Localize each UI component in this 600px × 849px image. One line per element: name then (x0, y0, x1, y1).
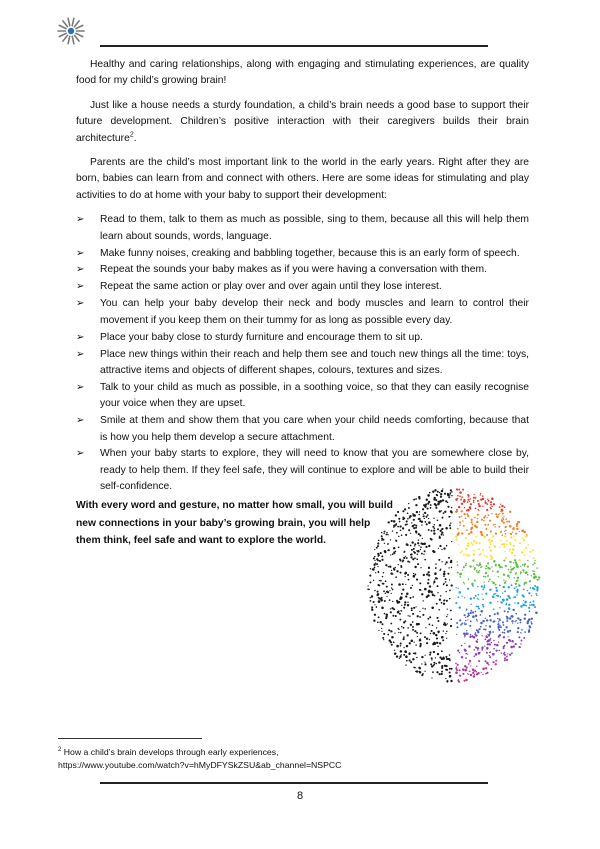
arrow-bullet-icon: ➢ (76, 331, 85, 343)
arrow-bullet-icon: ➢ (76, 448, 85, 460)
arrow-bullet-icon: ➢ (76, 381, 85, 393)
arrow-bullet-icon: ➢ (76, 298, 85, 310)
list-item: ➢ Repeat the same action or play over and over again until they lose interest. (76, 279, 529, 295)
footnote (58, 744, 341, 772)
list-item: ➢ Place your baby close to sturdy furniture and encourage them to sit up. (76, 330, 529, 346)
parents-paragraph: Parents are the child’s most important link to the world in the early years. Right after they are born, babies can learn from and connect with others. Here are some ideas for stimulating and play activities to do at home with your baby to support their development: (76, 157, 529, 201)
footnote-divider (58, 738, 202, 739)
arrow-bullet-icon: ➢ (76, 348, 85, 360)
page-number: 8 (296, 790, 304, 802)
footnote-text: How a child’s brain develops through early experiences, (63, 746, 279, 757)
activity-ideas-list (76, 212, 529, 495)
footnote-reference[interactable]: 2 (129, 131, 134, 139)
arrow-bullet-icon: ➢ (76, 214, 85, 226)
arrow-bullet-icon: ➢ (76, 415, 85, 427)
list-item: ➢ Smile at them and show them that you care when your child needs comforting, because that is how you help them develop a secure attachment. (76, 415, 529, 443)
list-item: ➢ Repeat the sounds your baby makes as if you were having a conversation with them. (76, 262, 529, 278)
list-item: ➢ Place new things within their reach and help them see and touch new things all the time: toys, attractive items and objects of different shapes, colours, textures and sizes. (76, 348, 529, 376)
list-item: ➢ Make funny noises, creaking and babbling together, because this is an early form of speech. (76, 246, 529, 262)
main-text (76, 57, 529, 496)
arrow-bullet-icon: ➢ (76, 281, 85, 293)
intro-paragraph: Healthy and caring relationships, along with engaging and stimulating experiences, are quality food for my child’s growing brain! (76, 59, 529, 87)
list-item: ➢ When your baby starts to explore, they will need to know that you are somewhere close by, ready to help them. If they feel safe, they will continue to explore and will be able to build their self-confidence. (76, 448, 529, 493)
organization-logo (56, 16, 86, 46)
header-divider (100, 45, 488, 47)
arrow-bullet-icon: ➢ (76, 264, 85, 276)
list-item: ➢ You can help your baby develop their neck and body muscles and learn to control their movement if you keep them on their tummy for as long as possible every day. (76, 298, 529, 326)
list-item: ➢ Read to them, talk to them as much as possible, sing to them, because all this will help them learn about sounds, words, language. (76, 214, 529, 242)
footnote-link[interactable]: https://www.youtube.com/watch?v=hMyDFYSkZSU&ab_channel=NSPCC (58, 759, 342, 770)
foundation-paragraph: Just like a house needs a sturdy foundation, a child’s brain needs a good base to support their future development. Children’s positive interaction with their caregivers builds their brain architecture$^2$. (76, 99, 529, 144)
closing-statement: With every word and gesture, no matter how small, you will build new connections in your baby’s growing brain, you will help them think, feel safe and want to explore the world. (76, 500, 393, 546)
footnote-number: 2 (58, 747, 62, 753)
list-item: ➢ Talk to your child as much as possible, in a soothing voice, so that they can easily recognise your voice when they are upset. (76, 381, 529, 410)
footer-divider (100, 782, 488, 784)
colorful-brain-illustration (364, 486, 544, 684)
arrow-bullet-icon: ➢ (76, 247, 85, 259)
